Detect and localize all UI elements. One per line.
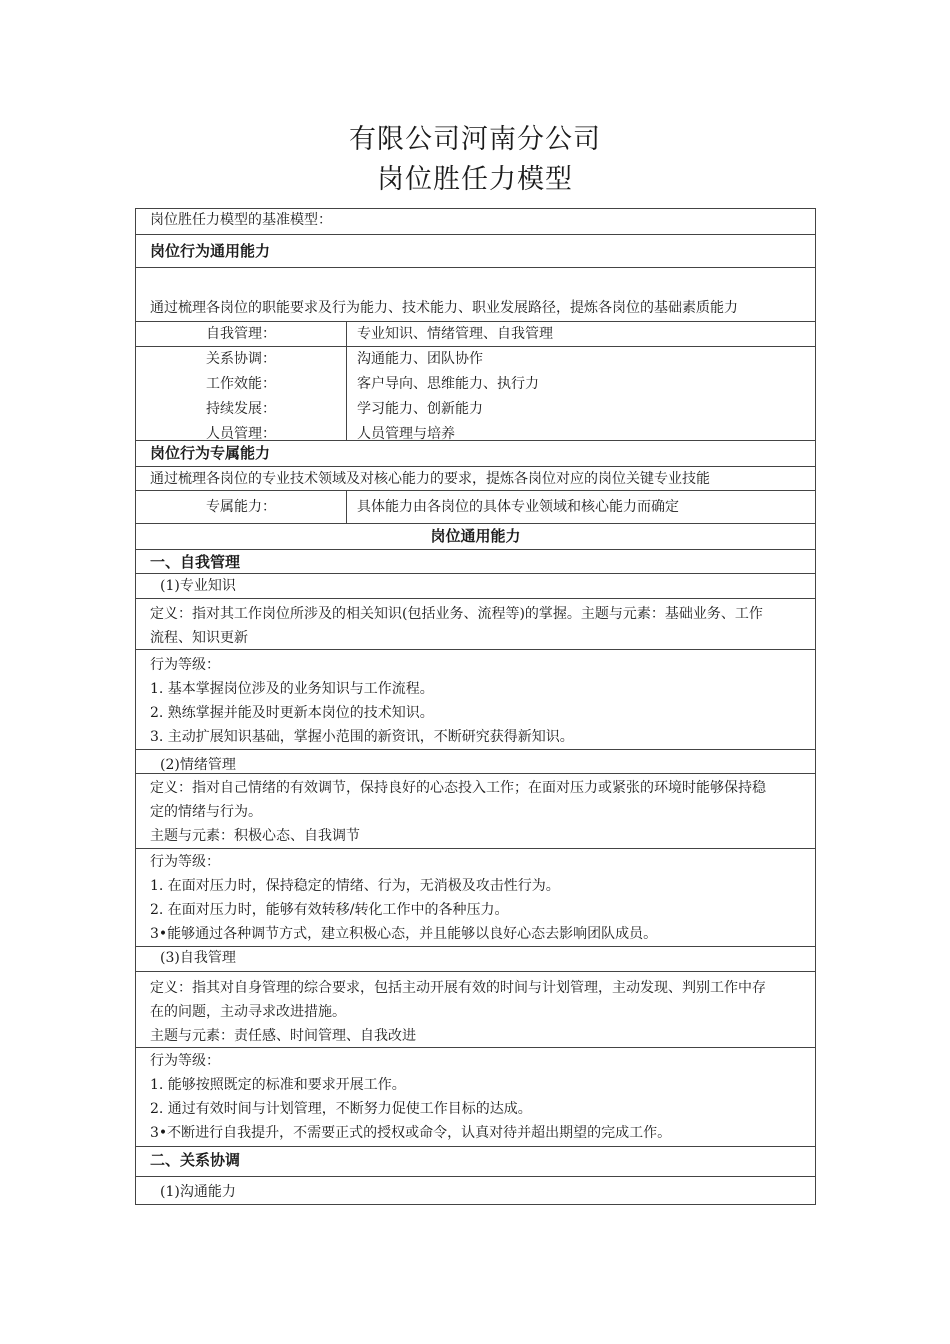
specific-item-key: 专属能力： — [136, 491, 347, 523]
subsection-title-row — [136, 947, 815, 972]
general-item-row — [136, 397, 815, 422]
levels-label: 行为等级： — [150, 1053, 220, 1069]
level-item: 3•能够通过各种调节方式，建立积极心态，并且能够以良好心态去影响团队成员。 — [150, 926, 658, 942]
general-item-value: 沟通能力、团队协作 — [357, 351, 483, 367]
subsection-title-row — [136, 1177, 815, 1204]
general-ability-heading: 岗位行为通用能力 — [150, 242, 271, 260]
levels-label: 行为等级： — [150, 854, 220, 870]
section-heading-row — [136, 524, 815, 550]
definition-line: 定义：指对自己情绪的有效调节，保持良好的心态投入工作；在面对压力或紧张的环境时能够保持稳 — [150, 780, 766, 796]
levels-row — [136, 1048, 815, 1147]
general-item-key: 人员管理： — [136, 422, 347, 440]
subsection-title: (3)自我管理 — [160, 950, 236, 966]
specific-ability-heading-row — [136, 441, 815, 467]
general-item-value: 客户导向、思维能力、执行力 — [357, 376, 539, 392]
definition-line: 定义：指其对自身管理的综合要求，包括主动开展有效的时间与计划管理，主动发现、判别工作中存 — [150, 980, 766, 996]
level-item: 2. 通过有效时间与计划管理，不断努力促使工作目标的达成。 — [150, 1101, 532, 1117]
part1-heading: 一、自我管理 — [150, 553, 241, 571]
levels-row — [136, 849, 815, 947]
specific-ability-heading: 岗位行为专属能力 — [150, 444, 271, 462]
definition-line: 在的问题，主动寻求改进措施。 — [150, 1004, 346, 1020]
level-item: 3•不断进行自我提升，不需要正式的授权或命令，认真对待并超出期望的完成工作。 — [150, 1125, 672, 1141]
subsection-title: (1)沟通能力 — [160, 1184, 236, 1200]
definition-row — [136, 972, 815, 1048]
general-ability-desc-row — [136, 268, 815, 322]
levels-row — [136, 650, 815, 750]
general-item-value: 学习能力、创新能力 — [357, 401, 483, 417]
part2-heading-row — [136, 1147, 815, 1177]
specific-item-row — [136, 491, 815, 524]
elements-line: 主题与元素：责任感、时间管理、自我改进 — [150, 1028, 416, 1044]
definition-row — [136, 774, 815, 849]
subsection-title: (2)情绪管理 — [160, 757, 236, 773]
competency-table — [135, 208, 816, 1205]
general-item-row — [136, 322, 815, 347]
base-model-label: 岗位胜任力模型的基准模型： — [150, 212, 332, 228]
definition-line: 流程、知识更新 — [150, 630, 248, 646]
specific-ability-desc: 通过梳理各岗位的专业技术领域及对核心能力的要求，提炼各岗位对应的岗位关键专业技能 — [150, 471, 710, 487]
general-ability-desc: 通过梳理各岗位的职能要求及行为能力、技术能力、职业发展路径，提炼各岗位的基础素质能力 — [150, 300, 738, 316]
level-item: 2. 在面对压力时，能够有效转移/转化工作中的各种压力。 — [150, 902, 509, 918]
part1-heading-row — [136, 550, 815, 574]
general-item-key: 工作效能： — [136, 372, 347, 397]
elements-line: 主题与元素：积极心态、自我调节 — [150, 828, 360, 844]
definition-row — [136, 599, 815, 650]
general-item-row — [136, 347, 815, 372]
general-item-row — [136, 422, 815, 441]
general-item-key: 持续发展： — [136, 397, 347, 422]
document-title-line2: 岗位胜任力模型 — [377, 164, 573, 195]
general-item-value: 专业知识、情绪管理、自我管理 — [357, 326, 553, 342]
document-title-line1: 有限公司河南分公司 — [349, 124, 601, 155]
specific-item-value: 具体能力由各岗位的具体专业领域和核心能力而确定 — [357, 499, 679, 515]
specific-ability-desc-row — [136, 467, 815, 491]
definition-line: 定义：指对其工作岗位所涉及的相关知识(包括业务、流程等)的掌握。主题与元素：基础业务、工作 — [150, 606, 763, 622]
level-item: 3. 主动扩展知识基础，掌握小范围的新资讯，不断研究获得新知识。 — [150, 729, 574, 745]
general-ability-heading-row — [136, 235, 815, 268]
general-item-key: 关系协调： — [136, 347, 347, 372]
general-item-value: 人员管理与培养 — [357, 426, 455, 441]
level-item: 1. 在面对压力时，保持稳定的情绪、行为，无消极及攻击性行为。 — [150, 878, 560, 894]
subsection-title-row — [136, 574, 815, 599]
section-heading: 岗位通用能力 — [430, 527, 521, 545]
level-item: 2. 熟练掌握并能及时更新本岗位的技术知识。 — [150, 705, 434, 721]
part2-heading: 二、关系协调 — [150, 1151, 241, 1169]
definition-line: 定的情绪与行为。 — [150, 804, 262, 820]
general-item-row — [136, 372, 815, 397]
subsection-title: (1)专业知识 — [160, 578, 236, 594]
level-item: 1. 基本掌握岗位涉及的业务知识与工作流程。 — [150, 681, 434, 697]
level-item: 1. 能够按照既定的标准和要求开展工作。 — [150, 1077, 406, 1093]
subsection-title-row — [136, 750, 815, 774]
general-item-key: 自我管理： — [136, 322, 347, 346]
base-model-row — [136, 209, 815, 235]
levels-label: 行为等级： — [150, 657, 220, 673]
